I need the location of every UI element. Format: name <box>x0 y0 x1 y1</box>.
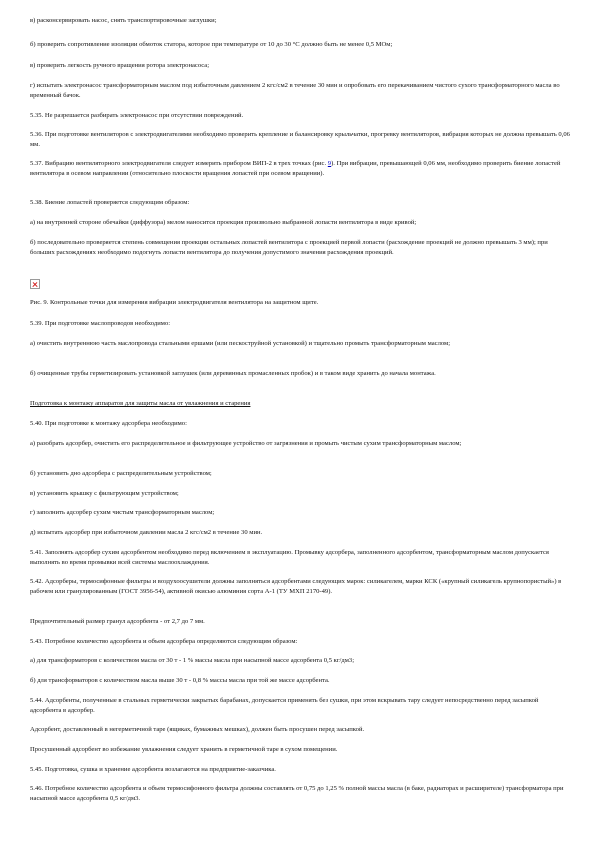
paragraph-5-40-a: а) разобрать адсорбер, очистить его распределительное и фильтрующее устройство от загрязнения и промыть чистым сухим трансформаторным маслом; <box>30 440 462 447</box>
paragraph-5-42: 5.42. Адсорберы, термосифонные фильтры и воздухоосушители должны заполняться адсорбентами следующих марок: силикагелем, марки КСК («крупный силикагель крупнопористый») в рабочем или гранулированным (ГОСТ 3956-54), активной окисью алюминия сорта А-1 (ТУ МХП 2170-49). <box>30 578 562 595</box>
paragraph-granule-size: Предпочтительный размер гранул адсорбента - от 2,7 до 7 мм. <box>30 618 205 625</box>
broken-image-icon <box>30 279 40 289</box>
paragraph-5-37: 5.37. Вибрацию вентиляторного электродвигателя следует измерить прибором ВИП-2 в трех точках (рис. 9). При вибрации, превышающей 0,06 мм, необходимо проверить биение лопастей вентилятора в осевом направлении (относительно плоскости вращения лопастей при осевом вращении). <box>30 160 561 177</box>
paragraph-prep-a: в) расконсервировать насос, снять транспортировочные заглушки; <box>30 17 217 24</box>
paragraph-5-40: 5.40. При подготовке к монтажу адсорбера необходимо: <box>30 420 187 427</box>
paragraph-5-43: 5.43. Потребное количество адсорбента и объем адсорбера определяются следующим образом: <box>30 638 298 645</box>
paragraph-prep-v: в) проверить легкость ручного вращения ротора электронасоса; <box>30 62 210 69</box>
paragraph-5-35: 5.35. Не разрешается разбирать электронасос при отсутствии повреждений. <box>30 112 244 119</box>
paragraph-5-36: 5.36. При подготовке вентиляторов с электродвигателями необходимо проверить крепление и балансировку крыльчатки, прогревку вентиляторов, вибрация которых не должна превышать 0,06 мм. <box>30 131 570 148</box>
paragraph-5-46: 5.46. Потребное количество адсорбента и объем термосифонного фильтра должны составлять от 0,75 до 1,25 % полной массы масла (в баке, радиаторах и расширителе) трансформатора при насыпной массе адсорбента 0,5 кг/дм3. <box>30 785 564 802</box>
paragraph-5-40-v: в) установить крышку с фильтрующим устройством; <box>30 490 179 497</box>
paragraph-5-38-b: б) последовательно проверяется степень совмещения проекции остальных лопастей вентилятора с проекцией первой лопасти (расхождение проекций не должно превышать 3 мм); при больших расхождениях необходимо подогнуть лопасти вентилятора до получения допустимого значения расхождения проекций. <box>30 239 548 256</box>
paragraph-5-44: 5.44. Адсорбенты, полученные в стальных герметически закрытых барабанах, допускается применять без сушки, при этом вскрывать тару следует непосредственно перед засыпкой адсорбента в адсорбер. <box>30 697 539 714</box>
section-heading-adsorbers: Подготовка к монтажу аппаратов для защиты масла от увлажнения и старения <box>30 400 251 407</box>
paragraph-prep-g: г) испытать электронасос трансформаторным маслом под избыточным давлением 2 кгс/см2 в течение 30 мин и опробовать его перекачиванием чистого сухого трансформаторного масла во временный бачок. <box>30 82 560 99</box>
paragraph-5-38: 5.38. Биение лопастей проверяется следующим образом: <box>30 199 190 206</box>
paragraph-5-39: 5.39. При подготовке маслопроводов необходимо: <box>30 320 171 327</box>
paragraph-5-40-g: г) заполнить адсорбер сухим чистым трансформаторным маслом; <box>30 509 215 516</box>
paragraph-adsorbent-storage: Просушенный адсорбент во избежание увлажнения следует хранить в герметичной таре в сухом помещении. <box>30 746 338 753</box>
paragraph-5-39-a: а) очистить внутреннюю часть маслопровода стальными ершами (или пескоструйной установкой) и тщательно промыть трансформаторным маслом; <box>30 340 451 347</box>
paragraph-5-38-a: а) на внутренней стороне обечайки (диффузора) мелом наносится проекция произвольно выбранной лопасти вентилятора в виде кривой; <box>30 219 417 226</box>
paragraph-5-41: 5.41. Заполнять адсорбер сухим адсорбентом необходимо перед включением в эксплуатацию. Промывку адсорбера, заполненного адсорбентом, трансформаторным маслом допускается выполнять во время промывки всей системы маслоохлаждения. <box>30 549 549 566</box>
paragraph-5-43-a: а) для трансформаторов с количеством масла от 30 т - 1 % массы масла при насыпной массе адсорбента 0,5 кг/дм3; <box>30 657 355 664</box>
paragraph-adsorbent-drying: Адсорбент, доставленный в негерметичной таре (ящиках, бумажных мешках), должен быть просушен перед засыпкой. <box>30 726 365 733</box>
paragraph-5-43-b: б) для трансформаторов с количеством масла выше 30 т - 0,8 % массы масла при той же массе адсорбента. <box>30 677 330 684</box>
figure-9-link[interactable]: 9 <box>327 160 332 167</box>
paragraph-5-40-d: д) испытать адсорбер при избыточном давлении масла 2 кгс/см2 в течение 30 мин. <box>30 529 263 536</box>
figure-9-caption: Рис. 9. Контрольные точки для измерения вибрации электродвигателя вентилятора на защитном щите. <box>30 299 319 306</box>
paragraph-5-40-b: б) установить дно адсорбера с распределительным устройством; <box>30 470 212 477</box>
paragraph-prep-b: б) проверить сопротивление изоляции обмоток статора, которое при температуре от 10 до 30 °С должно быть не менее 0,5 МОм; <box>30 41 393 48</box>
paragraph-5-45: 5.45. Подготовка, сушка и хранение адсорбента возлагаются на предприятие-заказчика. <box>30 766 276 773</box>
paragraph-5-39-b: б) очищенные трубы герметизировать установкой заглушек (или деревянных промасленных пробок) и в таком виде хранить до начала монтажа. <box>30 370 436 377</box>
